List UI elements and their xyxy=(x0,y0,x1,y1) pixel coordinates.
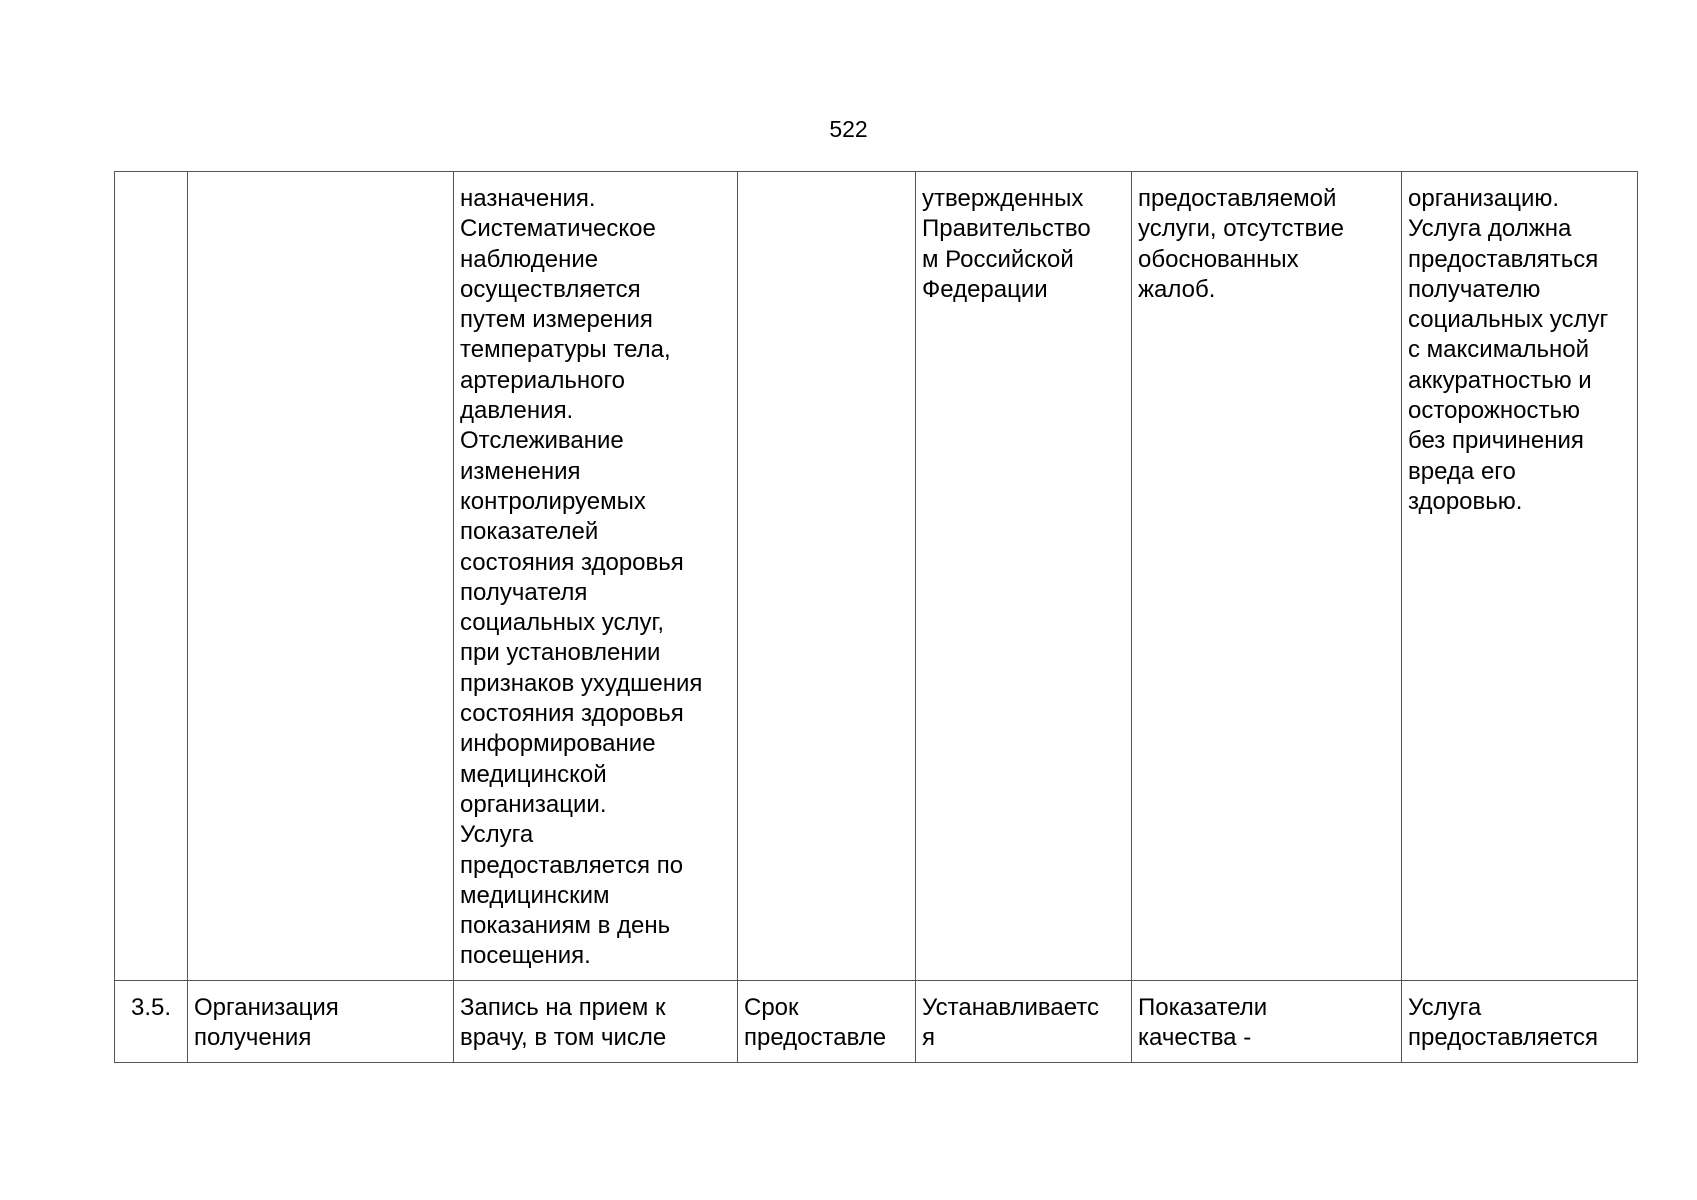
table-row xyxy=(115,980,1638,1062)
cell-quality-indicators: Показатели качества - xyxy=(1132,980,1402,1062)
cell-service-name xyxy=(188,172,454,981)
cell-service-term xyxy=(738,172,916,981)
cell-service-conditions: Услуга предоставляется xyxy=(1402,980,1638,1062)
services-table xyxy=(114,171,1638,1063)
cell-quality-indicators: предоставляемой услуги, отсутствие обоснованных жалоб. xyxy=(1132,172,1402,981)
cell-service-norms: утвержденных Правительство м Российской Федерации xyxy=(916,172,1132,981)
cell-service-description: назначения. Систематическое наблюдение осуществляется путем измерения температуры тела, артериального давления. Отслеживание изменения контролируемых показателей состояния здоровья получателя социальных услуг, при установлении признаков ухудшения состояния здоровья информирование медицинской организации. Услуга предоставляется по медицинским показаниям в день посещения. xyxy=(454,172,738,981)
cell-service-term: Срок предоставле xyxy=(738,980,916,1062)
cell-number xyxy=(115,172,188,981)
cell-service-name: Организация получения xyxy=(188,980,454,1062)
page-number: 522 xyxy=(829,116,868,142)
table-row xyxy=(115,172,1638,981)
cell-number: 3.5. xyxy=(115,980,188,1062)
cell-service-conditions: организацию. Услуга должна предоставляться получателю социальных услуг с максимальной аккуратностью и осторожностью без причинения вреда его здоровью. xyxy=(1402,172,1638,981)
cell-service-description: Запись на прием к врачу, в том числе xyxy=(454,980,738,1062)
cell-service-norms: Устанавливаетс я xyxy=(916,980,1132,1062)
